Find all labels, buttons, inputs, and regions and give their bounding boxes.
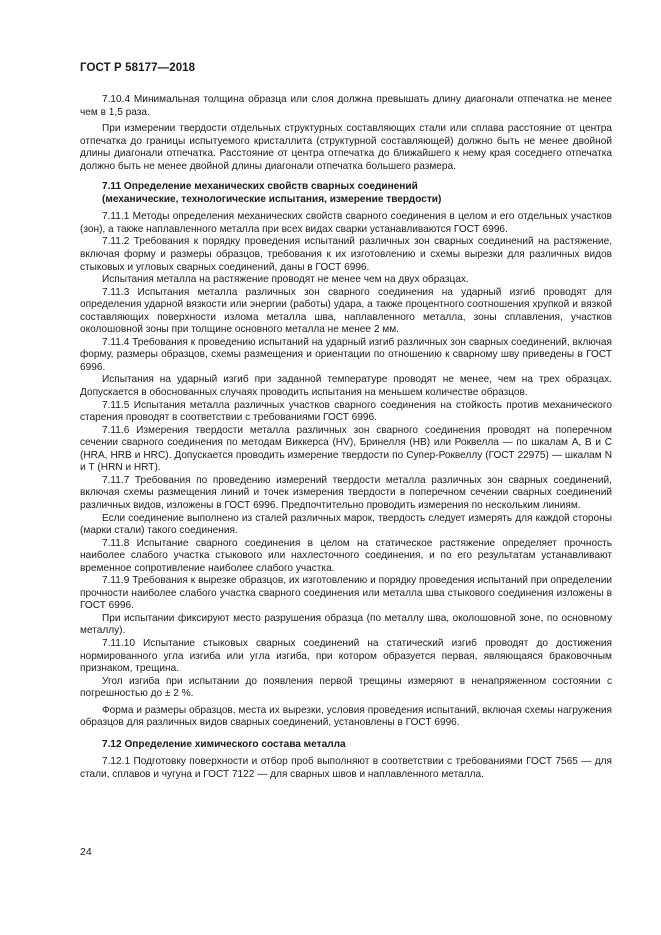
page-body [80,94,612,781]
paragraph: 7.12.1 Подготовку поверхности и отбор проб выполняют в соответствии с требованиями ГОСТ 7565 — для стали, сплавов и чугуна и ГОСТ 7122 — для сварных швов и наплавленного металла. [80,756,612,780]
paragraph: При измерении твердости отдельных структурных составляющих стали или сплава расстояние от центра отпечатка до границы испытуемого кристаллита (структурной составляющей) должно быть не менее двойной длины диагонали отпечатка. Расстояние от центра отпечатка до ближайшего к нему края соседнего отпечатка должно быть не менее двойной длины диагонали отпечатка большего размера. [80,123,612,172]
paragraph: 7.10.4 Минимальная толщина образца или слоя должна превышать длину диагонали отпечатка не менее чем в 1,5 раза. [80,94,612,118]
paragraph: 7.11.2 Требования к порядку проведения испытаний различных зон сварных соединений на растяжение, включая форму и размеры образцов, требования к их изготовлению и схемы вырезки для различных видов стыковых и угловых сварных соединений, даны в ГОСТ 6996. [80,236,612,273]
section-heading-7-12: 7.12 Определение химического состава металла [102,738,346,750]
paragraph: Испытания на ударный изгиб при заданной температуре проводят не менее, чем на трех образцах. Допускается в обоснованных случаях проводить испытания на меньшем количестве образцов. [80,374,612,399]
paragraph: Если соединение выполнено из сталей различных марок, твердость следует измерять для каждой стороны (марки стали) такого соединения. [80,512,612,537]
paragraph: Форма и размеры образцов, места их вырезки, условия проведения испытаний, включая схемы нагружения образцов для различных видов сварных соединений, установлены в ГОСТ 6996. [80,704,612,729]
paragraph: 7.11.4 Требования к проведению испытаний на ударный изгиб различных зон сварных соединений, включая форму, размеры образцов, схемы размещения и ориентации по отношению к сварному шву приведены в ГОСТ 6996. [80,336,612,373]
paragraph: 7.11.10 Испытание стыковых сварных соединений на статический изгиб проводят до достижения нормированного угла изгиба или угла изгиба, при котором образуется первая, являющаяся браковочным признаком, трещина. [80,637,612,675]
paragraph: 7.11.8 Испытание сварного соединения в целом на статическое растяжение определяет прочность наиболее слабого участка стыкового или нахлесточного соединения, и по его результатам устанавливают временное сопротивление наиболее слабого участка. [80,537,612,574]
paragraph: Угол изгиба при испытании до появления первой трещины измеряют в ненапряженном состоянии с погрешностью до ± 2 %. [80,675,612,700]
section-heading-line: 7.11 Определение механических свойств сварных соединений [102,181,418,193]
paragraph: 7.11.5 Испытания металла различных участков сварного соединения на стойкость против механического старения проводят в соответствии с требованиями ГОСТ 6996. [80,399,612,424]
page-number: 24 [80,846,92,858]
section-heading-line: (механические, технологические испытания, измерение твердости) [102,193,442,205]
paragraph: 7.11.3 Испытания металла различных зон сварного соединения на ударный изгиб проводят для определения ударной вязкости или энергии (работы) удара, а также процентного соотношения хрупкой и вязкой составляющих поверхности излома металла шва, наплавленного металла, зоны сплавления, участков околошовной зоны при толщине основного металла не менее 2 мм. [80,286,612,336]
paragraph: Испытания металла на растяжение проводят не менее чем на двух образцах. [102,274,469,286]
paragraph: 7.11.9 Требования к вырезке образцов, их изготовлению и порядку проведения испытаний при определении прочности наиболее слабого участка сварного соединения или металла шва стыкового соединения изложены в ГОСТ 6996. [80,575,612,612]
document-header: ГОСТ Р 58177—2018 [80,62,196,74]
paragraph: При испытании фиксируют место разрушения образца (по металлу шва, околошовной зоне, по основному металлу). [80,612,612,637]
section-heading-7-11 [80,181,612,206]
paragraph: 7.11.6 Измерения твердости металла различных зон сварного соединения проводят на поперечном сечении сварного соединения по методам Виккерса (HV), Бринелля (НВ) или Роквелла — по шкалам А, В и С (HRA, HRB и HRC). Допускается проводить измерение твердости по Супер-Роквеллу (ГОСТ 22975) — шкалам N и Т (HRN и HRT). [80,424,612,474]
paragraph: 7.11.7 Требования по проведению измерений твердости металла различных зон сварных соединений, включая схемы размещения линий и точек измерения твердости в поперечном сечении сварных соединений различных видов, изложены в ГОСТ 6996. Предпочтительно проводить измерения по нескольким линиям. [80,474,612,511]
paragraph: 7.11.1 Методы определения механических свойств сварного соединения в целом и его отдельных участков (зон), а также наплавленного металла при всех видах сварки устанавливаются ГОСТ 6996. [80,211,612,235]
